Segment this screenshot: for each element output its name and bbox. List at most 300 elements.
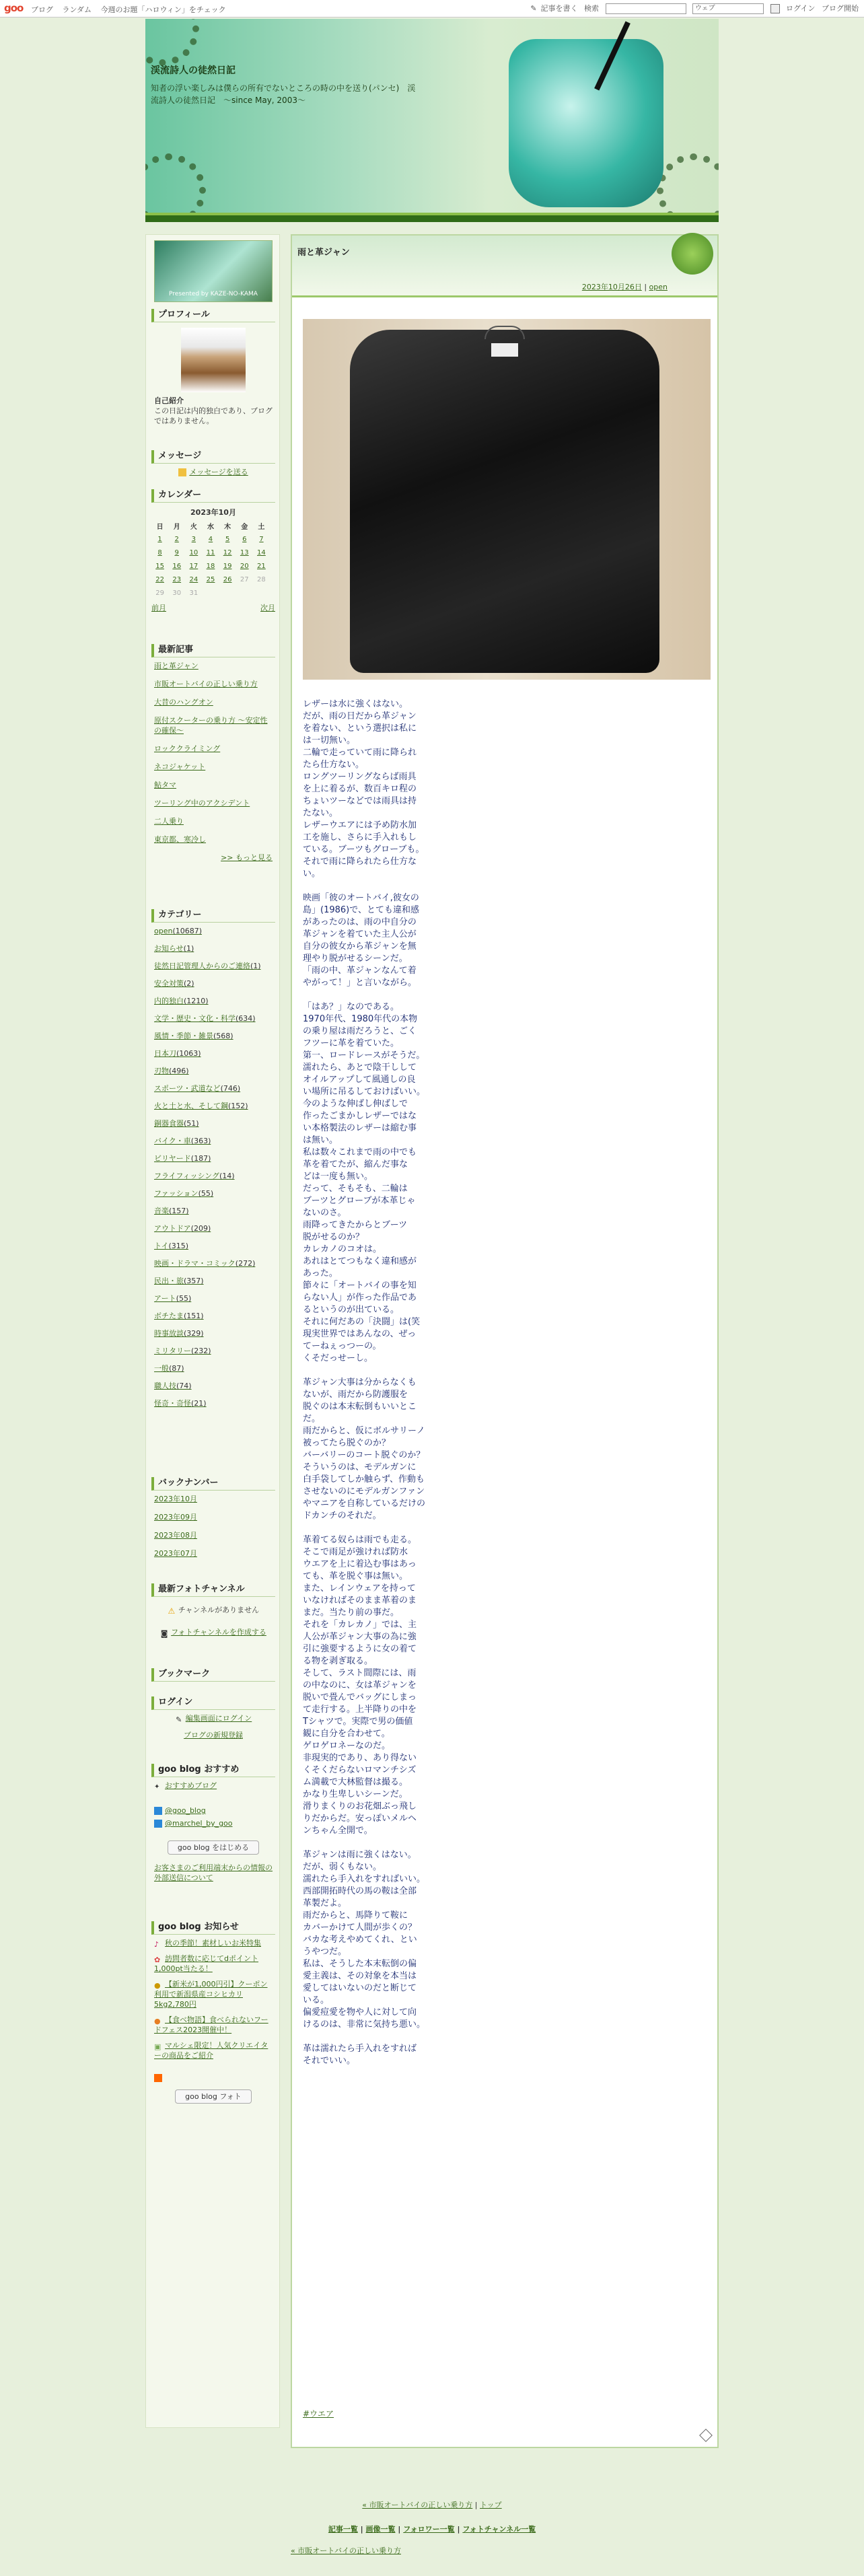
category-link[interactable] [154,1293,273,1303]
calendar-day[interactable]: 13 [240,548,249,557]
recent-entries-section [151,644,275,863]
recent-entry-link[interactable]: 市販オートバイの正しい乗り方 [154,680,258,688]
category-name[interactable]: 文学・歴史・文化・科学 [154,1014,236,1023]
category-link[interactable] [154,1031,273,1041]
blog-start-link[interactable]: ブログ開始 [822,4,859,13]
entry-text-line: だが、弱くもない。 [303,1862,382,1872]
category-link[interactable] [154,1013,273,1024]
goo-nav [31,4,233,15]
top-link[interactable]: トップ [480,2501,502,2509]
backnumber-link[interactable]: 2023年08月 [154,1531,197,1540]
category-count: (187) [190,1154,211,1163]
entry-text-line: 革ジャンを着ていた主人公が [303,929,417,939]
category-name[interactable]: 風情・季節・雑景 [154,1032,213,1040]
music-note-icon: ♪ [154,1940,159,1949]
prev-entry-link[interactable]: « 市販オートバイの正しい乗り方 [362,2501,473,2509]
photo-channel-list-link[interactable]: フォトチャンネル一覧 [462,2525,536,2534]
entry-text-line: 映画「彼のオートバイ,彼女の [303,893,419,903]
entry-text-line: 革は濡れたら手入れをすれば [303,2044,417,2054]
category-link[interactable] [154,1241,273,1251]
recent-entry-link[interactable]: 雨と革ジャン [154,661,199,670]
category-count: (151) [184,1312,204,1320]
category-link[interactable] [154,1223,273,1233]
entry-text-line: だって、そもそも、二輪は [303,1184,408,1194]
category-link[interactable] [154,1171,273,1181]
tag-link[interactable]: #ウエア [303,2409,334,2419]
backnumber-heading: バックナンバー [151,1477,275,1491]
entry-text-line: 節々に「オートバイの事を知 [303,1281,417,1291]
entry-text-line: ないのさ。 [303,1208,347,1218]
lace-ornament-icon [657,153,719,214]
category-link[interactable] [154,1381,273,1391]
calendar-day[interactable]: 17 [189,562,199,570]
entry-text-line: りだからだ。安っぽいメルヘ [303,1814,417,1824]
entry-text-line: は一切無い。 [303,736,356,746]
entry-text-line: い。 [303,869,321,879]
entry-text-line: の乗り屋は雨だろうと、ごく [303,1026,417,1036]
category-link[interactable] [154,1276,273,1286]
category-count: (329) [184,1329,204,1338]
category-link[interactable] [154,1363,273,1373]
entry-text-line: を着ない、という選択は私に [303,723,417,734]
category-link[interactable] [154,1258,273,1268]
category-count: (1) [183,944,194,953]
recent-entry-link[interactable]: ツーリング中のアクシデント [154,799,250,808]
leather-jacket-image [350,330,659,673]
entry-text-line: だが、雨の日だから革ジャン [303,711,417,721]
calendar-day[interactable]: 6 [242,535,247,543]
category-name[interactable]: アウトドア [154,1224,191,1233]
calendar-day[interactable]: 11 [206,548,215,557]
news-link[interactable]: 訪問者数に応じてdポイント1,000pt当たる！ [154,1954,258,1973]
gift-icon: ✿ [154,1956,161,1964]
category-count: (152) [228,1102,248,1110]
category-name[interactable]: ファッション [154,1189,199,1198]
entry-text-line: 愛主義は、その対象を本当は [303,1971,417,1981]
calendar-day[interactable]: 18 [206,562,215,570]
entry-text-line: は無い。 [303,1135,338,1145]
entry-photo-leather-jacket[interactable] [303,319,711,680]
category-link[interactable] [154,1118,273,1129]
category-link[interactable] [154,1048,273,1059]
profile-heading: プロフィール [151,309,275,322]
search-input[interactable] [606,3,686,14]
category-name[interactable]: 日本刀 [154,1049,176,1058]
nav-weekly-topic[interactable]: 今週のお題「ハロウィン」をチェック [100,5,226,14]
avatar [181,328,246,392]
calendar-day: 28 [257,575,266,583]
twitter-icon [154,1820,162,1828]
message-heading: メッセージ [151,450,275,464]
entry-text-line: 愛してはいないのだと断じて [303,1983,417,1993]
calendar-day[interactable]: 24 [189,575,199,583]
entry-text-line: い場所に吊るしておけばいい。 [303,1087,426,1097]
category-count: (496) [169,1067,189,1075]
send-message-link[interactable]: メッセージを送る [189,468,248,476]
calendar-day[interactable]: 12 [223,548,232,557]
category-name[interactable]: 徒然日記管理人からのご連絡 [154,962,250,970]
calendar-next-link[interactable]: 次月 [260,604,275,612]
entry-text-line: また、レインウェアを持って [303,1583,416,1594]
category-link[interactable] [154,1206,273,1216]
calendar-day[interactable]: 16 [172,562,182,570]
entry-text-line: 革着てる奴らは雨でも走る。 [303,1535,417,1545]
entry-text-line: 作ったごまかしレザーではな [303,1111,417,1121]
thumbnail-caption: Presented by KAZE-NO-KAMA [169,291,258,297]
search-icon[interactable] [770,4,780,13]
category-count: (634) [236,1014,256,1023]
entry-text-line: ても、革を脱ぐ事は無い。 [303,1571,408,1581]
calendar-month: 2023年10月 [190,508,236,517]
no-channel-text: チャンネルがありません [178,1606,260,1614]
register-blog-link[interactable]: ブログの新規登録 [184,1731,243,1740]
entry-text-line: 二輪で走っていて雨に降られ [303,748,417,758]
entry-text-line: そして、ラスト間際には、雨 [303,1668,417,1678]
entry-text-line: フツーに革を着ていた。 [303,1038,400,1048]
entry-text-line: 革ジャン大事は分からなくも [303,1378,417,1388]
entry-text-line: い本格製法のレザーは縮む事 [303,1123,417,1133]
category-name[interactable]: 銅器食器 [154,1119,184,1128]
calendar-day[interactable]: 1 [157,535,162,543]
warning-icon: ⚠ [168,1606,176,1616]
calendar-day[interactable]: 3 [191,535,196,543]
entry-text-line: それでいい。 [303,2056,356,2066]
categories-heading: カテゴリー [151,909,275,923]
category-link[interactable] [154,961,273,971]
category-link[interactable] [154,926,273,936]
category-count: (55) [176,1294,192,1303]
entry-text-line: 革を着てたが、縮んだ事な [303,1159,408,1170]
entry-text-line: 島」(1986)で、とても違和感 [303,905,419,915]
search-label: 検索 [584,4,600,13]
category-count: (568) [213,1032,233,1040]
recent-entry-link[interactable]: 東京都、寒冷し [154,835,206,844]
calendar-day[interactable]: 5 [225,535,230,543]
entry-text-line: 「はあ？」なのである。 [303,1002,400,1012]
category-count: (2) [184,979,194,988]
category-list [151,923,275,1408]
self-intro-text: この日記は内的独白であり、ブログではありません。 [154,406,273,425]
entry-text-line: カバーかけて人間が歩くの？ [303,1923,417,1933]
follower-list-link[interactable]: フォロワー一覧 [403,2525,455,2534]
bookmark-heading: ブックマーク [151,1668,275,1682]
recent-entry-link[interactable]: 二人乗り [154,817,184,826]
calendar-day[interactable]: 10 [189,548,199,557]
category-link[interactable] [154,1083,273,1094]
calendar-day[interactable]: 4 [208,535,213,543]
dow-fri: 金 [241,523,248,531]
backnumber-link[interactable]: 2023年09月 [154,1513,197,1522]
entry-text-line: 革ジャンは雨に強くはない。 [303,1850,417,1860]
category-name[interactable]: ミリタリー [154,1347,191,1355]
category-count: (1210) [184,997,209,1005]
entry-text-line: 白手袋してしか触らず、作動も [303,1474,425,1484]
recommend-blog-link[interactable]: おすすめブログ [165,1781,217,1790]
category-count: (21) [191,1399,207,1408]
category-count: (55) [198,1189,214,1198]
rss-icon[interactable] [154,2074,162,2082]
category-count: (746) [220,1084,241,1093]
entry-text-line: て走行する。上半降りの中を [303,1705,417,1715]
entry-text-line: 今のような伸ばし伸ばしで [303,1099,408,1109]
entry-text-line: ム満載で大林監督は撮る。 [303,1777,408,1787]
category-count: (1063) [176,1049,201,1058]
entry-text-line: ロングツーリングならば雨具 [303,772,417,782]
shop-icon: ▣ [154,2042,161,2051]
news-link[interactable]: 秋の季節！素材しいお米特集 [165,1939,261,1947]
login-heading: ログイン [151,1696,275,1710]
category-count: (87) [169,1364,184,1373]
entry-text-line: Tシャツで。実際で男の価値 [303,1717,413,1727]
category-name[interactable]: ボチたま [154,1312,184,1320]
entry-text-line: たない。 [303,808,338,818]
entry-text-line: 理やり脱がせるシーンだ。 [303,954,408,964]
entry-text-line: 雨降ってきたからとブーツ [303,1220,408,1230]
start-goo-blog-button[interactable]: goo blog をはじめる [168,1840,259,1855]
blog-title[interactable]: 渓流詩人の徒然日記 [151,65,236,76]
category-name[interactable]: ビリヤード [154,1154,191,1163]
twitter-goo-blog-link[interactable]: @goo_blog [165,1806,206,1815]
category-link[interactable] [154,1328,273,1338]
entry-title[interactable]: 雨と革ジャン [297,248,350,258]
recent-entry-link[interactable]: 原付スクーターの乗り方 ～安定性の確保～ [154,716,268,735]
category-link[interactable] [154,1153,273,1164]
category-count: (14) [219,1172,235,1180]
calendar-day[interactable]: 23 [172,575,182,583]
entry-text-line: それで雨に降られたら仕方な [303,857,417,867]
paragraph-gap [303,1522,707,1534]
dow-thu: 木 [224,523,231,531]
create-photo-channel-link[interactable]: フォトチャンネルを作成する [171,1628,266,1637]
bookmark-section [151,1668,275,1682]
calendar-day[interactable]: 25 [206,575,215,583]
category-name[interactable]: 職人技 [154,1382,176,1390]
bottom-prev-entry-link[interactable]: « 市販オートバイの正しい乗り方 [291,2546,402,2555]
calendar-prev-link[interactable]: 前月 [151,604,166,612]
external-data-notice-link[interactable]: お客さまのご利用端末からの情報の外部送信について [154,1863,273,1882]
calendar-day[interactable]: 19 [223,562,232,570]
entry-text-line: 濡れたら手入れをすればいい。 [303,1874,426,1884]
lace-ornament-icon [145,19,199,66]
entry-text-line: 西部開拓時代の馬の鞍は全部 [303,1886,417,1896]
more-entries-link[interactable]: >> もっと見る [221,853,273,862]
category-name[interactable]: 刃物 [154,1067,169,1075]
calendar-day[interactable]: 20 [240,562,249,570]
sidebar [145,234,280,2428]
banner-underbar [145,213,719,222]
entry-author-link[interactable]: open [649,283,668,291]
photo-channel-section [151,1583,275,1637]
category-count: (157) [169,1207,189,1215]
entry-text-line: 第一、ロードレースがそうだ。 [303,1050,425,1061]
news-link[interactable]: 【新米が1,000円引】クーポン利用で新潟県産コシヒカリ5kg2,780円 [154,1980,268,2009]
category-name[interactable]: フライフィッシング [154,1172,219,1180]
sidebar-thumbnail [154,240,273,302]
entry-text-line: ブーツとグローブが本革じゃ [303,1196,416,1206]
category-link[interactable] [154,943,273,954]
paragraph-gap [303,1365,707,1377]
entry-text-line: そこで雨足が強ければ防水 [303,1547,408,1557]
category-link[interactable] [154,978,273,989]
login-edit-link[interactable]: 編集画面にログイン [185,1714,252,1723]
entry-text-line: ている。ブーツもグローブも。 [303,845,425,855]
login-section [151,1696,275,1740]
pencil-icon: ✎ [530,4,537,13]
entry-text-line: させないのにモデルガンファン [303,1487,425,1497]
search-select[interactable]: ウェブ [692,3,764,14]
recent-entry-link[interactable]: ネコジャケット [154,762,206,771]
recent-entry-link[interactable]: 鮎タマ [154,781,176,789]
entry-text-line: たら仕方ない。 [303,760,365,770]
nav-blog[interactable]: ブログ [31,5,53,14]
camera-icon: ◙ [160,1629,168,1638]
category-name[interactable]: バイク・車 [154,1137,191,1145]
goo-blog-photo-button[interactable]: goo blog フォト [175,2089,252,2104]
category-name[interactable]: 映画・ドラマ・コミック [154,1259,236,1268]
category-name[interactable]: お知らせ [154,944,184,953]
category-name[interactable]: 内的独白 [154,997,184,1005]
envelope-icon [178,468,186,476]
entry-text-line: らない人」が作った作品であ [303,1293,417,1303]
calendar-day: 27 [240,575,249,583]
calendar-day[interactable]: 15 [155,562,164,570]
twitter-marchel-link[interactable]: @marchel_by_goo [165,1819,233,1828]
entry-text-line: 雨だからと、馬降りて鞍に [303,1910,408,1921]
nav-random[interactable]: ランダム [62,5,92,14]
goo-logo[interactable]: goo [4,2,24,14]
entry-pager: « 市販オートバイの正しい乗り方 | トップ [362,2501,502,2509]
category-name[interactable]: トイ [154,1242,169,1250]
category-count: (209) [190,1224,211,1233]
entry-text-line: だ。 [303,1414,321,1424]
category-link[interactable] [154,1188,273,1198]
message-section [151,450,275,477]
jacket-label-image [491,343,518,357]
image-list-link[interactable]: 画像一覧 [365,2525,396,2534]
entry-text-line: を上に着るが、数百キロ程の [303,784,417,794]
calendar-day[interactable]: 14 [257,548,266,557]
category-name[interactable]: 民出・旅 [154,1277,184,1285]
entry-text-line: それに何だあの「決闘」は(笑 [303,1317,421,1327]
profile-section [151,309,275,426]
entry-text-line: る物を剥ぎ取る。 [303,1656,373,1666]
blog-banner [145,19,719,214]
news-link[interactable]: マルシェ限定！人気クリエイターの商品をご紹介 [154,2041,268,2060]
coin-icon: ● [154,1981,161,1990]
calendar-empty [202,586,219,600]
entry-text-line: それを「カレカノ」では、主 [303,1620,417,1630]
entry-text-line: 脱いで畳んでバッグにしまっ [303,1692,417,1703]
recent-entry-link[interactable]: 大昔のハングオン [154,698,213,707]
category-link[interactable] [154,1346,273,1356]
header-image [509,39,663,207]
entry-text-line: 脱ぐのは本末転倒もいいとこ [303,1402,417,1412]
lace-ornament-icon [145,153,206,214]
entry-text-line: 現実世界ではあんなの、ぜっ [303,1329,417,1339]
recent-heading: 最新記事 [151,644,275,657]
category-name[interactable]: 怪奇・奇怪 [154,1399,191,1408]
entry-text-line: るというのが出ている。 [303,1305,400,1315]
entry-list-link[interactable]: 記事一覧 [328,2525,358,2534]
category-name[interactable]: 時事放談 [154,1329,184,1338]
calendar-day[interactable]: 7 [259,535,264,543]
calendar-day: 29 [155,589,164,597]
calendar-day[interactable]: 21 [257,562,266,570]
category-name[interactable]: スポーツ・武道など [154,1084,221,1093]
calendar-day[interactable]: 22 [155,575,164,583]
category-name[interactable]: 一般 [154,1364,169,1373]
entry-text-line: 濡れたら、あとで陰干しして [303,1063,417,1073]
backnumber-link[interactable]: 2023年10月 [154,1495,197,1503]
category-name[interactable]: 火と土と水、そして鋼 [154,1102,228,1110]
news-link[interactable]: 【食べ物語】食べられないフードフェス2023開催中！ [154,2015,268,2034]
category-link[interactable] [154,1136,273,1146]
calendar-day[interactable]: 8 [157,548,162,557]
category-count: (1) [250,962,261,970]
entry-text-line: うやつだ。 [303,1947,347,1957]
login-link[interactable]: ログイン [786,4,816,13]
entry-text-line: ちょいツーなどでは雨具は持 [303,796,417,806]
paragraph-gap [303,880,707,892]
write-link[interactable]: 記事を書く [540,4,578,13]
category-link[interactable] [154,1311,273,1321]
entry-header [292,236,717,297]
entry-text-line: 革製だよ。 [303,1898,347,1908]
recent-entry-link[interactable]: ロッククライミング [154,744,221,753]
edit-pencil-icon[interactable] [699,2429,713,2442]
backnumber-section [151,1477,275,1567]
calendar-day[interactable]: 26 [223,575,232,583]
entry-text-line: 脱がせるのか？ [303,1232,365,1242]
entry-text-line: 観に自分を合わせて。 [303,1729,390,1739]
entry-text-line: あれはとてつもなく違和感が [303,1256,417,1266]
entry-date-link[interactable]: 2023年10月26日 [581,283,642,291]
category-name[interactable]: アート [154,1294,176,1303]
category-link[interactable] [154,1398,273,1408]
category-count: (51) [184,1119,199,1128]
dow-sun: 日 [156,523,164,531]
backnumber-link[interactable]: 2023年07月 [154,1549,197,1558]
entry-text-line: ゲロゲロネーなのだ。 [303,1741,391,1751]
calendar-day[interactable]: 2 [174,535,179,543]
news-section [151,1921,275,2104]
entry-text-line: バカな考えやめてくれ、とい [303,1935,417,1945]
hanger-image [484,326,525,339]
calendar-day[interactable]: 9 [174,548,179,557]
entry-text-line: 雨だからと、仮にボルサリーノ [303,1426,425,1436]
photo-channel-heading: 最新フォトチャンネル [151,1583,275,1597]
calendar-day: 30 [172,589,182,597]
category-name[interactable]: 安全対策 [154,979,184,988]
recommend-section [151,1764,275,1883]
entry-text-line: レザーは水に強くはない。 [303,699,408,709]
entry-text-line: あった。 [303,1268,338,1279]
dow-sat: 土 [258,523,265,531]
twitter-icon [154,1807,162,1815]
category-name[interactable]: open [154,927,173,935]
entry-text-line: オイルアップして風通しの良 [303,1075,416,1085]
entry-text-line: ウエアを上に着込む事はあっ [303,1559,417,1569]
categories-section [151,909,275,1416]
entry-text-line: 滑りまくりのお花畑ぶっ飛し [303,1801,417,1812]
category-link[interactable] [154,996,273,1006]
entry-text-line: の中なのに、女は革ジャンを [303,1680,417,1690]
paragraph-gap [303,2031,707,2043]
category-link[interactable] [154,1066,273,1076]
category-name[interactable]: 音楽 [154,1207,169,1215]
category-link[interactable] [154,1101,273,1111]
calendar-section [151,489,275,613]
